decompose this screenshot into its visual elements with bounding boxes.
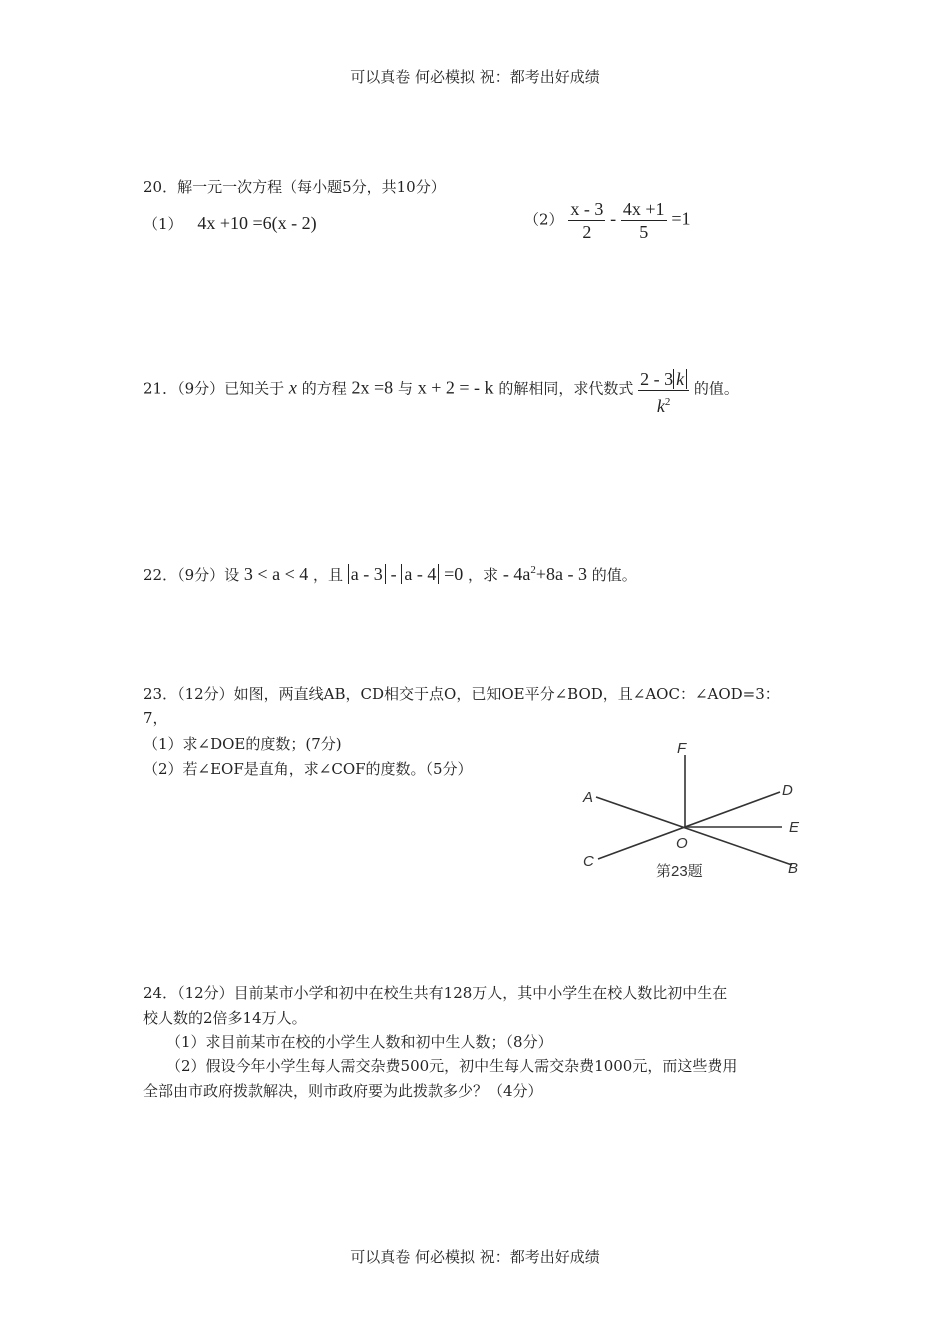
- q21-denominator: [638, 391, 689, 417]
- q21-denominator-exponent: 2: [664, 396, 671, 408]
- q20-part2-minus: -: [610, 208, 617, 229]
- q22-expr-exponent: 2: [530, 564, 536, 576]
- q24-line1: 24．（12分）目前某市小学和初中在校生共有128万人，其中小学生在校人数比初中生在: [143, 984, 728, 1002]
- q20-title: 20．解一元一次方程（每小题5分，共10分）: [143, 178, 446, 196]
- q21-numerator: [638, 368, 689, 391]
- q21-prefix: 21．（9分）已知关于: [143, 379, 285, 398]
- q22-expression: [503, 564, 587, 584]
- q20-part2-fraction1: [568, 198, 605, 243]
- label-B: B: [788, 860, 799, 877]
- q20-part2-numerator2: 4x +1: [622, 199, 665, 219]
- q22-abs2: a - 4: [401, 564, 439, 584]
- label-F: F: [677, 740, 687, 757]
- q21-equation2: x + 2 = - k: [417, 377, 494, 398]
- q22-inequality: 3 < a < 4: [243, 564, 309, 584]
- q21-numerator-const: 2 - 3: [640, 369, 674, 389]
- q21-fraction: [638, 368, 689, 417]
- q22-prefix: 22．（9分）设: [143, 566, 240, 584]
- label-E: E: [789, 819, 800, 836]
- q20-part2-denominator2: 5: [639, 222, 649, 242]
- q20-part2-rhs: =1: [671, 208, 691, 229]
- q21-mid1: 的方程: [301, 379, 347, 398]
- line-CD: [598, 792, 780, 859]
- label-A: A: [583, 789, 594, 806]
- q21-mid3: 的解相同，求代数式: [498, 379, 634, 398]
- q21-abs-k: k: [673, 369, 687, 389]
- q23-line2: 7，: [143, 709, 168, 727]
- q20-part1: [143, 210, 317, 237]
- line-AB: [596, 797, 792, 865]
- q21: [143, 362, 739, 417]
- q23-part1: （1）求∠DOE的度数；(7分): [143, 735, 342, 753]
- page-footer: 可以真卷 何必模拟 祝：都考出好成绩: [350, 1248, 600, 1266]
- q22-expr-a: - 4a: [502, 564, 531, 584]
- q20-part2-fraction2: [621, 198, 667, 243]
- q24-part2-line2: 全部由市政府拨款解决，则市政府要为此拨款多少？（4分）: [143, 1082, 543, 1100]
- q21-equation1: 2x =8: [351, 377, 394, 398]
- q23-line1: 23．（12分）如图，两直线AB，CD相交于点O，已知OE平分∠BOD，且∠AOC：∠AOD=3：: [143, 685, 780, 703]
- q24-part2-line1: （2）假设今年小学生每人需交杂费500元，初中生每人需交杂费1000元，而这些费用: [166, 1057, 738, 1075]
- q22-mid2: ，求: [468, 566, 499, 584]
- page-header: 可以真卷 何必模拟 祝：都考出好成绩: [350, 68, 600, 86]
- q22-equals-zero: =0: [444, 564, 464, 584]
- q22: [143, 557, 637, 588]
- q23-figure: [570, 735, 820, 885]
- q22-suffix: 的值。: [591, 566, 637, 584]
- q21-mid2: 与: [397, 379, 413, 398]
- q24-line2: 校人数的2倍多14万人。: [143, 1009, 307, 1027]
- q23-part2: （2）若∠EOF是直角，求∠COF的度数。（5分）: [143, 760, 473, 778]
- label-D: D: [782, 782, 793, 799]
- q22-expr-b: +8a - 3: [535, 564, 587, 584]
- q24-part1: （1）求目前某市在校的小学生人数和初中生人数；（8分）: [166, 1033, 553, 1051]
- q20-part2: [524, 198, 690, 243]
- q21-variable: x: [288, 377, 297, 398]
- label-C: C: [583, 853, 594, 870]
- q22-abs1: a - 3: [348, 564, 386, 584]
- q20-part2-denominator1: 2: [582, 222, 592, 242]
- figure-caption: 第23题: [656, 863, 703, 880]
- q21-denominator-k: k: [656, 396, 665, 416]
- q22-mid1: ，且: [313, 566, 344, 584]
- q20-part2-label: （2）: [524, 210, 564, 229]
- q20-part1-label: （1）: [143, 215, 183, 233]
- q21-suffix: 的值。: [693, 379, 739, 398]
- q20-part1-equation: 4x +10 =6(x - 2): [197, 213, 317, 233]
- q22-minus: -: [390, 564, 397, 584]
- q20-part2-numerator1: x - 3: [570, 199, 604, 219]
- label-O: O: [676, 835, 688, 852]
